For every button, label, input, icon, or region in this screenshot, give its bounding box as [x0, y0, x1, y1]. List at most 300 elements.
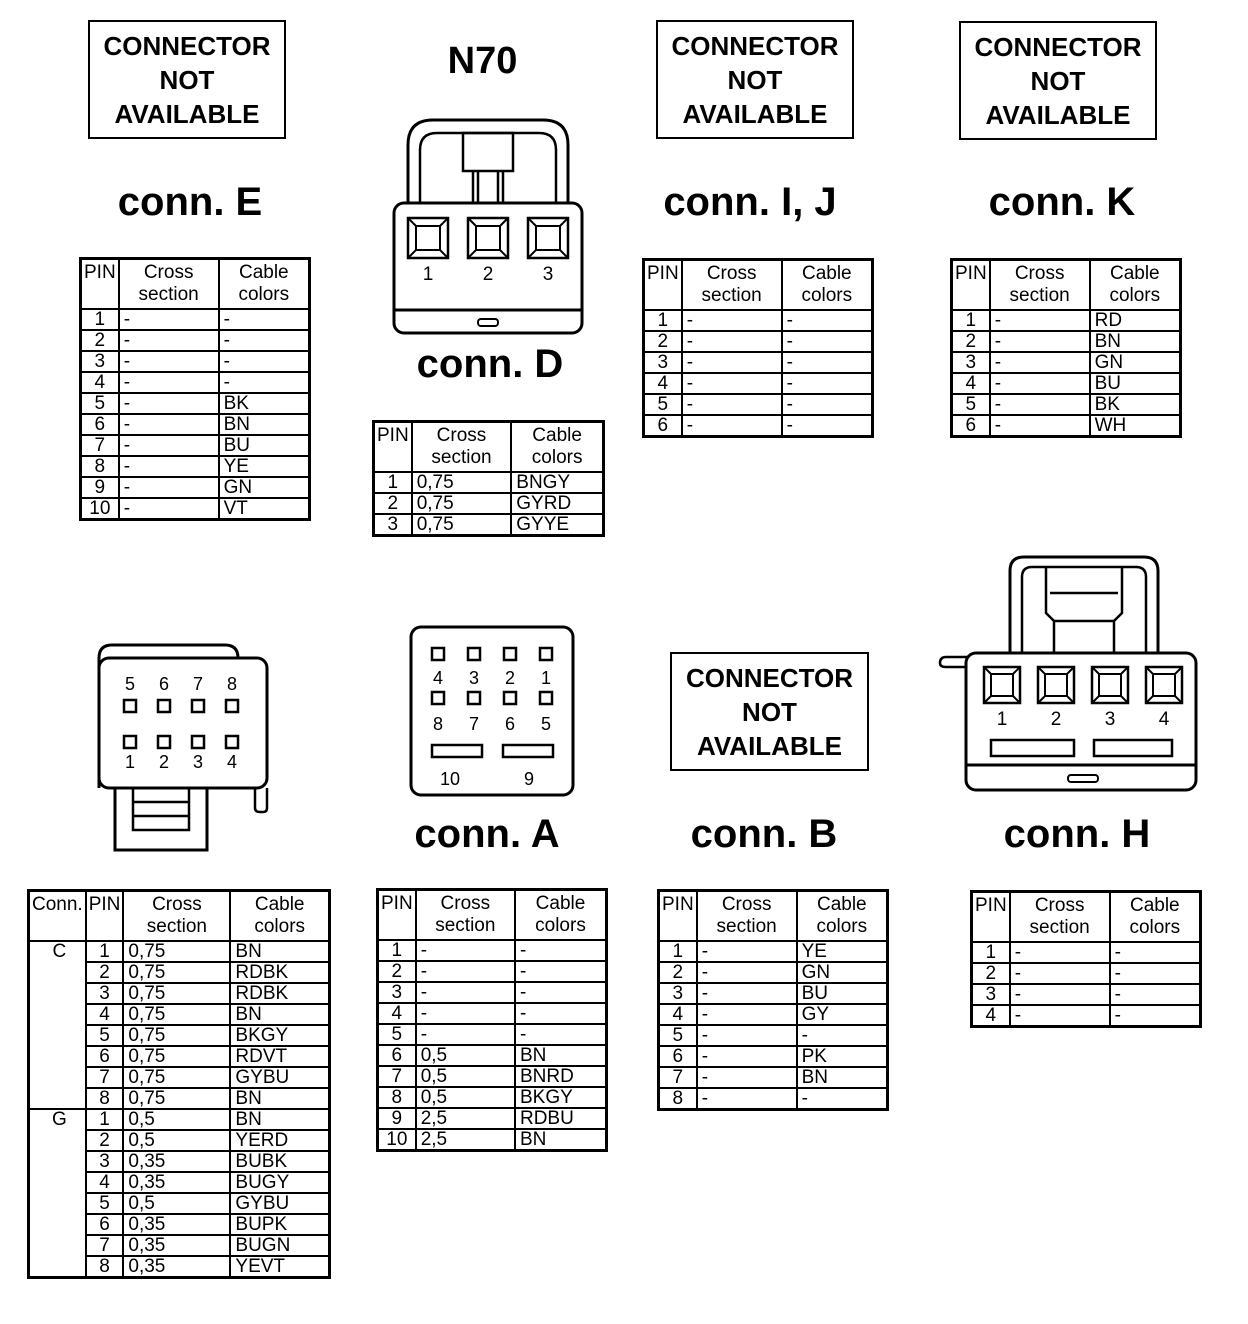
cross-section-cell: -	[119, 372, 219, 393]
pin-cell: 3	[972, 984, 1010, 1005]
table-row	[659, 1004, 888, 1025]
conn-b-title: conn. B	[690, 812, 838, 856]
col-cross-section-header: Cross section	[990, 260, 1090, 311]
cross-section-cell: 0,75	[123, 1025, 230, 1046]
cross-section-cell: -	[119, 393, 219, 414]
pin-cell: 3	[374, 514, 412, 536]
table-row	[378, 961, 607, 982]
pin-cell: 6	[952, 415, 990, 437]
cable-color-cell: PK	[797, 1046, 888, 1067]
table-row	[29, 1109, 330, 1130]
cross-section-cell: 2,5	[416, 1129, 515, 1151]
na-line-3: AVAILABLE	[985, 99, 1131, 130]
table-row	[972, 984, 1201, 1005]
table-row	[952, 352, 1181, 373]
connector-not-available-k	[959, 21, 1157, 140]
cable-color-cell: BK	[219, 393, 310, 414]
pin-cell: 2	[972, 963, 1010, 984]
na-line-2: NOT	[742, 696, 797, 727]
conn-a-table	[376, 888, 608, 1152]
cable-color-cell: BN	[515, 1045, 607, 1066]
table-header-row	[952, 260, 1181, 311]
cross-section-cell: -	[1010, 984, 1110, 1005]
cable-color-cell: GN	[797, 962, 888, 983]
na-line-1: CONNECTOR	[103, 30, 271, 61]
na-line-3: AVAILABLE	[114, 98, 260, 129]
table-row	[659, 1088, 888, 1110]
pin-cell: 4	[81, 372, 119, 393]
conn-h-pin-label-2: 2	[1050, 709, 1062, 730]
table-row	[659, 1025, 888, 1046]
cross-section-cell: -	[990, 352, 1090, 373]
cable-color-cell: BUPK	[230, 1214, 329, 1235]
col-pin-header: PIN	[972, 892, 1010, 943]
table-row	[378, 1045, 607, 1066]
col-cable-colors-header: Cable colors	[782, 260, 873, 311]
table-row	[644, 352, 873, 373]
table-row	[378, 1066, 607, 1087]
cable-color-cell: BUGY	[230, 1172, 329, 1193]
cable-color-cell: -	[782, 352, 873, 373]
cable-color-cell: BU	[219, 435, 310, 456]
na-line-1: CONNECTOR	[671, 30, 839, 61]
pin-cell: 6	[81, 414, 119, 435]
cable-color-cell: -	[515, 940, 607, 961]
cross-section-cell: 0,5	[123, 1109, 230, 1130]
cable-color-cell: BN	[797, 1067, 888, 1088]
na-line-2: NOT	[1030, 65, 1086, 96]
conn-h-drawing	[938, 553, 1200, 798]
table-row	[81, 372, 310, 393]
pin-cell: 6	[644, 415, 682, 437]
table-row	[81, 330, 310, 351]
na-line-1: CONNECTOR	[974, 31, 1142, 62]
table-row	[644, 373, 873, 394]
conn-ij-table	[642, 258, 874, 438]
pin-cell: 4	[86, 1172, 124, 1193]
conn-cg-pin-label-5: 5	[124, 674, 136, 694]
cross-section-cell: 0,35	[123, 1235, 230, 1256]
pin-cell: 6	[86, 1046, 124, 1067]
pin-cell: 2	[86, 962, 124, 983]
table-header-row	[659, 891, 888, 942]
table-row	[952, 373, 1181, 394]
cable-color-cell: -	[219, 351, 310, 372]
col-cable-colors-header: Cable colors	[797, 891, 888, 942]
pin-cell: 2	[86, 1130, 124, 1151]
pin-cell: 4	[972, 1005, 1010, 1027]
cross-section-cell: -	[697, 941, 797, 962]
conn-a-pin-label-7: 7	[468, 714, 480, 734]
cable-color-cell: GYBU	[230, 1193, 329, 1214]
cable-color-cell: -	[1110, 984, 1201, 1005]
col-cable-colors-header: Cable colors	[1110, 892, 1201, 943]
table-row	[378, 1129, 607, 1151]
cross-section-cell: -	[697, 962, 797, 983]
cross-section-cell: -	[990, 394, 1090, 415]
cross-section-cell: 0,75	[412, 493, 512, 514]
pin-cell: 5	[81, 393, 119, 414]
cross-section-cell: -	[682, 352, 782, 373]
pin-cell: 7	[86, 1235, 124, 1256]
cable-color-cell: BN	[219, 414, 310, 435]
pin-cell: 5	[378, 1024, 416, 1045]
conn-e-title: conn. E	[117, 180, 263, 224]
cable-color-cell: BN	[230, 1088, 329, 1109]
col-cable-colors-header: Cable colors	[1090, 260, 1181, 311]
cross-section-cell: 2,5	[416, 1108, 515, 1129]
cable-color-cell: YE	[797, 941, 888, 962]
pin-cell: 2	[644, 331, 682, 352]
table-row	[81, 498, 310, 520]
pin-cell: 1	[972, 942, 1010, 963]
cable-color-cell: YEVT	[230, 1256, 329, 1278]
col-cross-section-header: Cross section	[682, 260, 782, 311]
conn-cg-pin-label-6: 6	[158, 674, 170, 694]
cross-section-cell: -	[119, 498, 219, 520]
cross-section-cell: -	[682, 394, 782, 415]
table-row	[644, 394, 873, 415]
cable-color-cell: RDVT	[230, 1046, 329, 1067]
cable-color-cell: RD	[1090, 310, 1181, 331]
conn-k-table	[950, 258, 1182, 438]
col-cross-section-header: Cross section	[412, 422, 512, 473]
cross-section-cell: 0,75	[123, 941, 230, 962]
conn-d-table	[372, 420, 605, 537]
pin-cell: 9	[378, 1108, 416, 1129]
cable-color-cell: BN	[230, 1004, 329, 1025]
na-line-1: CONNECTOR	[685, 662, 854, 693]
table-row	[952, 415, 1181, 437]
table-row	[81, 435, 310, 456]
col-cable-colors-header: Cable colors	[219, 259, 310, 310]
cross-section-cell: -	[1010, 942, 1110, 963]
conn-cg-drawing	[95, 640, 275, 855]
connector-not-available-ij	[656, 20, 854, 139]
pin-cell: 1	[644, 310, 682, 331]
conn-d-pin-label-3: 3	[542, 264, 554, 285]
pin-cell: 4	[659, 1004, 697, 1025]
conn-ij-title: conn. I, J	[663, 180, 837, 224]
pin-cell: 2	[952, 331, 990, 352]
cross-section-cell: 0,35	[123, 1214, 230, 1235]
cable-color-cell: -	[515, 1003, 607, 1024]
col-pin-header: PIN	[952, 260, 990, 311]
table-row	[378, 982, 607, 1003]
table-row	[81, 351, 310, 372]
table-row	[659, 1067, 888, 1088]
cable-color-cell: BNGY	[511, 472, 603, 493]
cable-color-cell: -	[1110, 963, 1201, 984]
cable-color-cell: -	[782, 310, 873, 331]
conn-h-table	[970, 890, 1202, 1028]
pin-cell: 7	[659, 1067, 697, 1088]
pin-cell: 3	[659, 983, 697, 1004]
col-cable-colors-header: Cable colors	[511, 422, 603, 473]
cross-section-cell: 0,35	[123, 1172, 230, 1193]
pin-cell: 7	[378, 1066, 416, 1087]
cable-color-cell: -	[782, 331, 873, 352]
pin-cell: 4	[86, 1004, 124, 1025]
pin-cell: 5	[86, 1025, 124, 1046]
cross-section-cell: -	[990, 415, 1090, 437]
cross-section-cell: -	[119, 456, 219, 477]
cable-color-cell: -	[515, 1024, 607, 1045]
conn-a-title: conn. A	[414, 812, 560, 856]
connector-not-available-e	[88, 20, 286, 139]
table-header-row	[374, 422, 604, 473]
pin-cell: 2	[378, 961, 416, 982]
cross-section-cell: -	[697, 1025, 797, 1046]
col-cross-section-header: Cross section	[119, 259, 219, 310]
cable-color-cell: RDBK	[230, 962, 329, 983]
col-pin-header: PIN	[81, 259, 119, 310]
col-cross-section-header: Cross section	[1010, 892, 1110, 943]
pin-cell: 3	[86, 1151, 124, 1172]
na-line-2: NOT	[727, 64, 783, 95]
col-cross-section-header: Cross section	[697, 891, 797, 942]
col-cable-colors-header: Cable colors	[515, 890, 607, 941]
table-header-row	[81, 259, 310, 310]
cross-section-cell: -	[119, 330, 219, 351]
table-row	[659, 1046, 888, 1067]
conn-cg-table	[27, 889, 331, 1279]
conn-cg-pin-label-7: 7	[192, 674, 204, 694]
cable-color-cell: GN	[1090, 352, 1181, 373]
cross-section-cell: -	[1010, 963, 1110, 984]
cross-section-cell: 0,75	[123, 1046, 230, 1067]
conn-a-pin-label-10: 10	[439, 769, 461, 789]
pin-cell: 3	[378, 982, 416, 1003]
table-row	[378, 1108, 607, 1129]
cross-section-cell: -	[119, 414, 219, 435]
cross-section-cell: -	[119, 309, 219, 330]
cross-section-cell: -	[119, 351, 219, 372]
conn-h-pin-label-1: 1	[996, 709, 1008, 730]
conn-cg-pin-label-3: 3	[192, 752, 204, 772]
cable-color-cell: GN	[219, 477, 310, 498]
cross-section-cell: -	[416, 940, 515, 961]
pin-cell: 8	[81, 456, 119, 477]
cable-color-cell: -	[219, 309, 310, 330]
pin-cell: 6	[378, 1045, 416, 1066]
pin-cell: 10	[378, 1129, 416, 1151]
pin-cell: 3	[952, 352, 990, 373]
pin-cell: 5	[659, 1025, 697, 1046]
cross-section-cell: -	[990, 310, 1090, 331]
table-row	[659, 983, 888, 1004]
table-row	[378, 940, 607, 961]
cable-color-cell: BN	[230, 1109, 329, 1130]
conn-e-table	[79, 257, 311, 521]
na-line-3: AVAILABLE	[697, 730, 842, 761]
cross-section-cell: 0,75	[123, 962, 230, 983]
pin-cell: 10	[81, 498, 119, 520]
conn-a-pin-label-1: 1	[540, 668, 552, 688]
cross-section-cell: -	[682, 415, 782, 437]
cable-color-cell: BKGY	[230, 1025, 329, 1046]
table-row	[374, 493, 604, 514]
cross-section-cell: -	[682, 373, 782, 394]
col-cable-colors-header: Cable colors	[230, 891, 329, 942]
cable-color-cell: BN	[515, 1129, 607, 1151]
table-row	[378, 1024, 607, 1045]
table-header-row	[378, 890, 607, 941]
cable-color-cell: BU	[1090, 373, 1181, 394]
col-conn-header: Conn.	[29, 891, 86, 942]
conn-h-title: conn. H	[1003, 812, 1151, 856]
connector-not-available-b	[670, 652, 869, 771]
conn-cg-pin-label-8: 8	[226, 674, 238, 694]
table-row	[378, 1087, 607, 1108]
conn-group-cell: C	[29, 941, 86, 1109]
table-row	[378, 1003, 607, 1024]
cable-color-cell: -	[515, 961, 607, 982]
cross-section-cell: -	[697, 1046, 797, 1067]
pin-cell: 1	[378, 940, 416, 961]
col-cross-section-header: Cross section	[123, 891, 230, 942]
cable-color-cell: -	[782, 415, 873, 437]
pin-cell: 7	[81, 435, 119, 456]
cross-section-cell: -	[990, 331, 1090, 352]
conn-a-pin-label-3: 3	[468, 668, 480, 688]
cable-color-cell: BKGY	[515, 1087, 607, 1108]
conn-a-pin-label-9: 9	[523, 769, 535, 789]
pin-cell: 3	[644, 352, 682, 373]
col-pin-header: PIN	[86, 891, 124, 942]
pin-cell: 5	[644, 394, 682, 415]
table-row	[952, 310, 1181, 331]
cross-section-cell: 0,5	[416, 1045, 515, 1066]
conn-a-pin-label-2: 2	[504, 668, 516, 688]
pin-cell: 1	[81, 309, 119, 330]
table-row	[972, 942, 1201, 963]
pin-cell: 6	[659, 1046, 697, 1067]
col-pin-header: PIN	[659, 891, 697, 942]
cross-section-cell: 0,5	[123, 1130, 230, 1151]
cable-color-cell: VT	[219, 498, 310, 520]
pin-cell: 1	[86, 1109, 124, 1130]
col-cross-section-header: Cross section	[416, 890, 515, 941]
table-row	[644, 310, 873, 331]
conn-h-pin-label-4: 4	[1158, 709, 1170, 730]
table-row	[952, 331, 1181, 352]
cross-section-cell: 0,35	[123, 1256, 230, 1278]
cable-color-cell: GYRD	[511, 493, 603, 514]
table-header-row	[29, 891, 330, 942]
cable-color-cell: GYYE	[511, 514, 603, 536]
cross-section-cell: -	[119, 435, 219, 456]
cable-color-cell: BN	[1090, 331, 1181, 352]
pin-cell: 1	[86, 941, 124, 962]
table-header-row	[972, 892, 1201, 943]
cable-color-cell: -	[797, 1025, 888, 1046]
conn-b-table	[657, 889, 889, 1111]
cross-section-cell: -	[1010, 1005, 1110, 1027]
table-row	[952, 394, 1181, 415]
cross-section-cell: 0,75	[123, 1004, 230, 1025]
cross-section-cell: -	[416, 1024, 515, 1045]
table-row	[81, 477, 310, 498]
pin-cell: 7	[86, 1067, 124, 1088]
table-row	[972, 1005, 1201, 1027]
conn-group-cell: G	[29, 1109, 86, 1278]
conn-a-pin-label-8: 8	[432, 714, 444, 734]
conn-a-pin-label-6: 6	[504, 714, 516, 734]
conn-a-pin-label-4: 4	[432, 668, 444, 688]
cross-section-cell: -	[416, 982, 515, 1003]
cable-color-cell: GYBU	[230, 1067, 329, 1088]
cable-color-cell: BUBK	[230, 1151, 329, 1172]
cross-section-cell: -	[697, 1004, 797, 1025]
pin-cell: 5	[86, 1193, 124, 1214]
cable-color-cell: BNRD	[515, 1066, 607, 1087]
pin-cell: 8	[378, 1087, 416, 1108]
n70-title: N70	[447, 40, 518, 82]
pin-cell: 5	[952, 394, 990, 415]
table-row	[81, 456, 310, 477]
cross-section-cell: 0,5	[416, 1066, 515, 1087]
cross-section-cell: 0,75	[412, 472, 512, 493]
pin-cell: 9	[81, 477, 119, 498]
conn-cg-pin-label-1: 1	[124, 752, 136, 772]
cross-section-cell: -	[119, 477, 219, 498]
table-row	[972, 963, 1201, 984]
conn-a-pin-label-5: 5	[540, 714, 552, 734]
cable-color-cell: GY	[797, 1004, 888, 1025]
cable-color-cell: -	[782, 373, 873, 394]
cable-color-cell: -	[219, 330, 310, 351]
pin-cell: 2	[659, 962, 697, 983]
cross-section-cell: -	[682, 331, 782, 352]
cable-color-cell: BUGN	[230, 1235, 329, 1256]
cross-section-cell: -	[416, 1003, 515, 1024]
cross-section-cell: -	[416, 961, 515, 982]
table-row	[374, 472, 604, 493]
cable-color-cell: YERD	[230, 1130, 329, 1151]
pin-cell: 1	[374, 472, 412, 493]
conn-d-pin-label-2: 2	[482, 264, 494, 285]
cable-color-cell: WH	[1090, 415, 1181, 437]
cable-color-cell: -	[1110, 1005, 1201, 1027]
cross-section-cell: 0,35	[123, 1151, 230, 1172]
cross-section-cell: 0,75	[123, 1067, 230, 1088]
cross-section-cell: 0,75	[123, 1088, 230, 1109]
na-line-3: AVAILABLE	[682, 98, 828, 129]
conn-h-pin-label-3: 3	[1104, 709, 1116, 730]
conn-cg-pin-label-2: 2	[158, 752, 170, 772]
table-header-row	[644, 260, 873, 311]
cable-color-cell: -	[219, 372, 310, 393]
conn-cg-pin-label-4: 4	[226, 752, 238, 772]
cross-section-cell: 0,75	[123, 983, 230, 1004]
table-row	[644, 331, 873, 352]
table-row	[81, 414, 310, 435]
cross-section-cell: 0,75	[412, 514, 512, 536]
cable-color-cell: RDBK	[230, 983, 329, 1004]
pin-cell: 3	[81, 351, 119, 372]
cable-color-cell: -	[782, 394, 873, 415]
col-pin-header: PIN	[374, 422, 412, 473]
cross-section-cell: -	[697, 983, 797, 1004]
pin-cell: 2	[374, 493, 412, 514]
pin-cell: 3	[86, 983, 124, 1004]
pin-cell: 1	[659, 941, 697, 962]
cable-color-cell: BU	[797, 983, 888, 1004]
cross-section-cell: -	[697, 1088, 797, 1110]
cable-color-cell: YE	[219, 456, 310, 477]
pin-cell: 1	[952, 310, 990, 331]
